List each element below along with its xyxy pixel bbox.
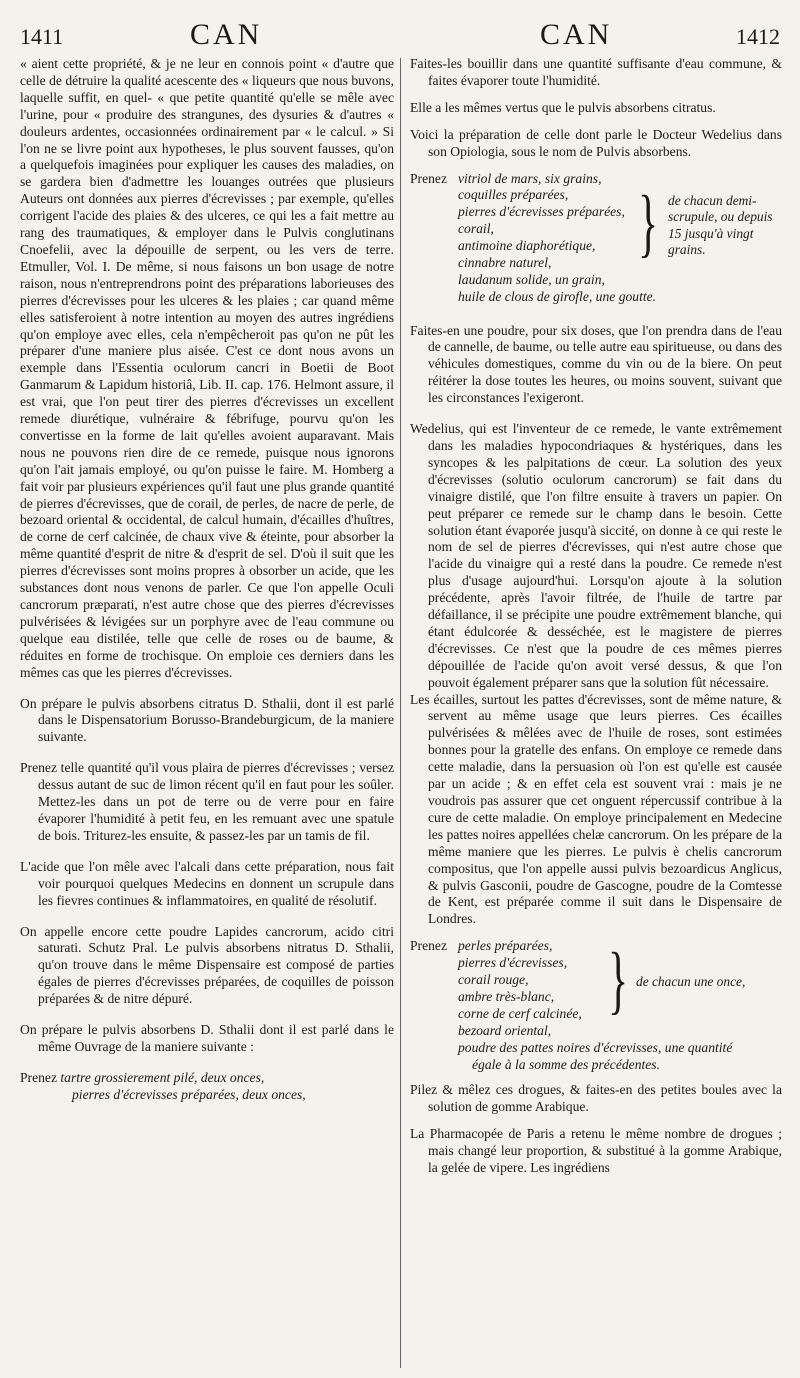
paragraph: Les écailles, surtout les pattes d'écrevisses, sont de même nature, & servent au même usage que leurs pierres. Ces écailles pulvérisées & mêlées avec de l'huile de roses, sont estimées bonnes pour la gratelle des enfans. On employe ce remede dans cette maladie, dans la persuasion où l'on est qu'elle est causée par un acide ; & en effet cela est souvent vrai : mais je ne voudrois pas assurer que cet onguent répercussif contribue à la cure de cette maladie. On employe principalement en Medecine les pattes noires appellées chelæ cancrorum. On les prépare de la même maniere que les pierres. Le pulvis è chelis cancrorum compositus, que l'on appelle aussi pulvis bezoardicus Anglicus, & pulvis Gasconii, poudre de Gascogne, poudre de la Comtesse de Kent, est préparée comme il suit dans le Dispensaire de Londres. <box>410 691 782 927</box>
recipe-item: vitriol de mars, six grains, <box>458 170 602 186</box>
right-column <box>410 56 782 1177</box>
paragraph: Elle a les mêmes vertus que le pulvis absorbens citratus. <box>410 99 716 115</box>
paragraph: On prépare le pulvis absorbens citratus D. Sthalii, dont il est parlé dans le Dispensatorium Borusso-Brandeburgicum, de la maniere suivante. <box>20 695 394 745</box>
recipe-block <box>20 1070 394 1104</box>
recipe-pulvis-chelis <box>410 938 782 1072</box>
recipe-item: huile de clous de girofle, une goutte. <box>458 288 657 304</box>
paragraph: « aient cette propriété, & je ne leur en connois point « d'autre que celle de détruire la qualité acescente des « liqueurs que nous buvons, laquelle suffit, en quel- « que petite quantité qu'elle se mêle avec l'urine, pour « produire des strangunes, des dysuries & d'autres « douleurs ardentes, occasionnées ordinairement par « le calcul. » Si l'on ne se livre point aux hypotheses, le plus souvent fausses, qu'on a quelquefois imaginées pour expliquer les causes des maladies, on se gardera bien d'admettre les louanges outrées que plusieurs Auteurs ont données aux pierres d'écrevisses ; par exemple, qu'elles corrigent l'acide des plaies & des ulceres, ce qui les a fait mettre au rang des traumatiques, & employer dans le Pulvis conglutinans Cnoefelii, avec la dépouille de serpent, ou les vers de terre. Etmuller, Vol. I. De même, si nous faisons un bon usage de notre raison, nous n'entreprendrons point des préparations laborieuses des pierres d'écrevisses pour les ulceres & les plaies ; car quand même elles satisferoient à notre intention au moyen des autres ingrédiens qu'on employe avec elles, cela n'empêcheroit pas qu'on ne pût les préparer d'une maniere plus aisée. C'est ce dont nous avons un exemple dans l'Essentia oculorum cancri in Boetii de Boot Ganmarum & Lapidum historiâ, Lib. II. cap. 176. Helmont assure, il est vrai, que l'on peut tirer des pierres d'écrevisses un excellent remede diurétique, vulnéraire & fébrifuge, pourvu qu'on les convertisse en la forme de lait qu'elles avoient auparavant. Mais nous ne pouvons rien dire de ce remede, puisque nous ignorons qu'on l'ait jamais employé, ou qu'on puisse le faire. M. Homberg a fait voir par plusieurs expériences qu'il faut une plus grande quantité de pierres d'écrevisses, que de corail, de perles, de nacre de perle, de bezoard oriental & occidental, de calcul humain, d'écailles d'huîtres, de corne de cerf calcinée, de chaux vive & éteinte, pour absorber la même quantité d'esprit de nitre & d'esprit de sel. D'où il suit que les pierres d'écrevisses sont moins propres à obsorber un acide, que les substances dont nous venons de parler. Ce que l'on appelle Oculi cancrorum præparati, n'est autre chose que des pierres d'écrevisses pulvérisées & lévigées sur un porphyre avec de l'eau commune ou quelque eau distilée, telle que celle de roses ou de baume, & réduites en forme de trochisque. On emploie ces derniers dans les mêmes cas que les pierres d'écrevisses. <box>20 56 394 680</box>
running-head-left: CAN <box>190 18 263 51</box>
recipe-item: pierres d'écrevisses préparées, deux onces, <box>72 1086 306 1102</box>
paragraph: Wedelius, qui est l'inventeur de ce remede, le vante extrêmement dans les maladies hypocondriaques & hystériques, dans les syncopes & les palpitations de cœur. La solution des yeux d'écrevisses (solutio oculorum cancrorum) se fait dans du vinaigre distilé, que l'on filtre ensuite à travers un papier. On peut préparer ce remede sur le champ dans le besoin. Cette solution étant évaporée jusqu'à siccité, on donne à ce qui reste le nom de sel de pierres d'écrevisses, qui n'est autre chose que l'acide du vinaigre qui a resté dans la poudre. Ce remede n'est plus d'usage aujourd'hui. Lorsqu'on ajoute à la solution précédente, après l'avoir filtrée, de l'huile de tartre par défaillance, il se précipite une poudre extrêmement blanche, qui étant édulcorée & desséchée, est le magistere de pierres d'écrevisses. Ce n'est que la poudre de ces mêmes pierres dépouillée de l'acide qu'on avoit versé dessus, & que l'on pouvoit également préparer sans que la solution fût nécessaire. <box>410 421 782 690</box>
page-number-right: 1412 <box>736 24 780 49</box>
paragraph: Faites-en une poudre, pour six doses, que l'on prendra dans de l'eau de cannelle, de baume, ou telle autre eau spiritueuse, ou dans des véhicules domestiques, comme du vin ou de la biere. On peut réitérer la dose toutes les heures, ou moins souvent, suivant que les circonstances l'exigeront. <box>410 322 782 406</box>
paragraph: La Pharmacopée de Paris a retenu le même nombre de drogues ; mais changé leur proportion, & substitué à la gomme Arabique, la gelée de vipere. Les ingrédiens <box>410 1126 782 1175</box>
brace-note: de chacun demi-scrupule, ou depuis 15 jusqu'à vingt grains. <box>668 192 773 258</box>
paragraph: Faites-les bouillir dans une quantité suffisante d'eau commune, & faites évaporer toute l'humidité. <box>410 56 782 88</box>
recipe-lead: Prenez <box>410 938 447 954</box>
recipe-item: ambre très-blanc, <box>458 988 555 1004</box>
column-divider <box>400 58 401 1368</box>
running-head-right: CAN <box>540 18 613 51</box>
brace-note: de chacun une once, <box>636 974 746 990</box>
paragraph: Voici la préparation de celle dont parle le Docteur Wedelius dans son Opiologia, sous le nom de Pulvis absorbens. <box>410 126 782 159</box>
curly-brace-icon: } <box>638 180 659 265</box>
recipe-item: pierres d'écrevisses préparées, <box>458 204 625 220</box>
recipe-item: corne de cerf calcinée, <box>458 1005 582 1021</box>
paragraph: Prenez telle quantité qu'il vous plaira de pierres d'écrevisses ; versez dessus autant de suc de limon récent qu'il en faut pour les soûler. Mettez-les dans un pot de terre ou de verre pour en faire évaporer l'humidité à petit feu, en les remuant avec une spatule de bois. Triturez-les ensuite, & passez-les par un tamis de fil. <box>20 760 394 843</box>
left-column <box>20 56 394 1104</box>
recipe-item: coquilles préparées, <box>458 187 569 203</box>
recipe-item: bezoard oriental, <box>458 1022 552 1038</box>
recipe-lead: Prenez <box>20 1069 57 1085</box>
recipe-item: tartre grossierement pilé, deux onces, <box>60 1069 265 1085</box>
recipe-item: égale à la somme des précédentes. <box>472 1056 660 1072</box>
paragraph: On appelle encore cette poudre Lapides cancrorum, acido citri saturati. Schutz Pral. Le pulvis absorbens nitratus D. Sthalii, qu'on trouve dans le même Dispensaire est composé de parties égales de pierres d'écrevisses préparées, de coquilles de poisson préparées & de nitre dépuré. <box>20 923 394 1007</box>
recipe-item: laudanum solide, un grain, <box>458 271 605 287</box>
paragraph: Pilez & mêlez ces drogues, & faites-en des petites boules avec la solution de gomme Arabique. <box>410 1082 782 1115</box>
recipe-wedelius <box>410 171 782 313</box>
recipe-item: perles préparées, <box>458 938 553 954</box>
recipe-lead: Prenez <box>410 170 447 186</box>
page-number-left: 1411 <box>20 24 64 49</box>
recipe-item: pierres d'écrevisses, <box>458 955 568 971</box>
recipe-item: poudre des pattes noires d'écrevisses, une quantité <box>458 1039 733 1055</box>
curly-brace-icon: } <box>608 938 629 1023</box>
recipe-item: corail, <box>458 221 494 237</box>
recipe-item: cinnabre naturel, <box>458 255 552 271</box>
recipe-item: corail rouge, <box>458 972 529 988</box>
paragraph: On prépare le pulvis absorbens D. Sthalii dont il est parlé dans le même Ouvrage de la maniere suivante : <box>20 1022 394 1054</box>
page-header <box>20 18 780 58</box>
recipe-item: antimoine diaphorétique, <box>458 238 596 254</box>
paragraph: L'acide que l'on mêle avec l'alcali dans cette préparation, nous fait voir pourquoi quelques Medecins en donnent un scrupule dans les fievres continues & inflammatoires, en qualité de résolutif. <box>20 858 394 908</box>
